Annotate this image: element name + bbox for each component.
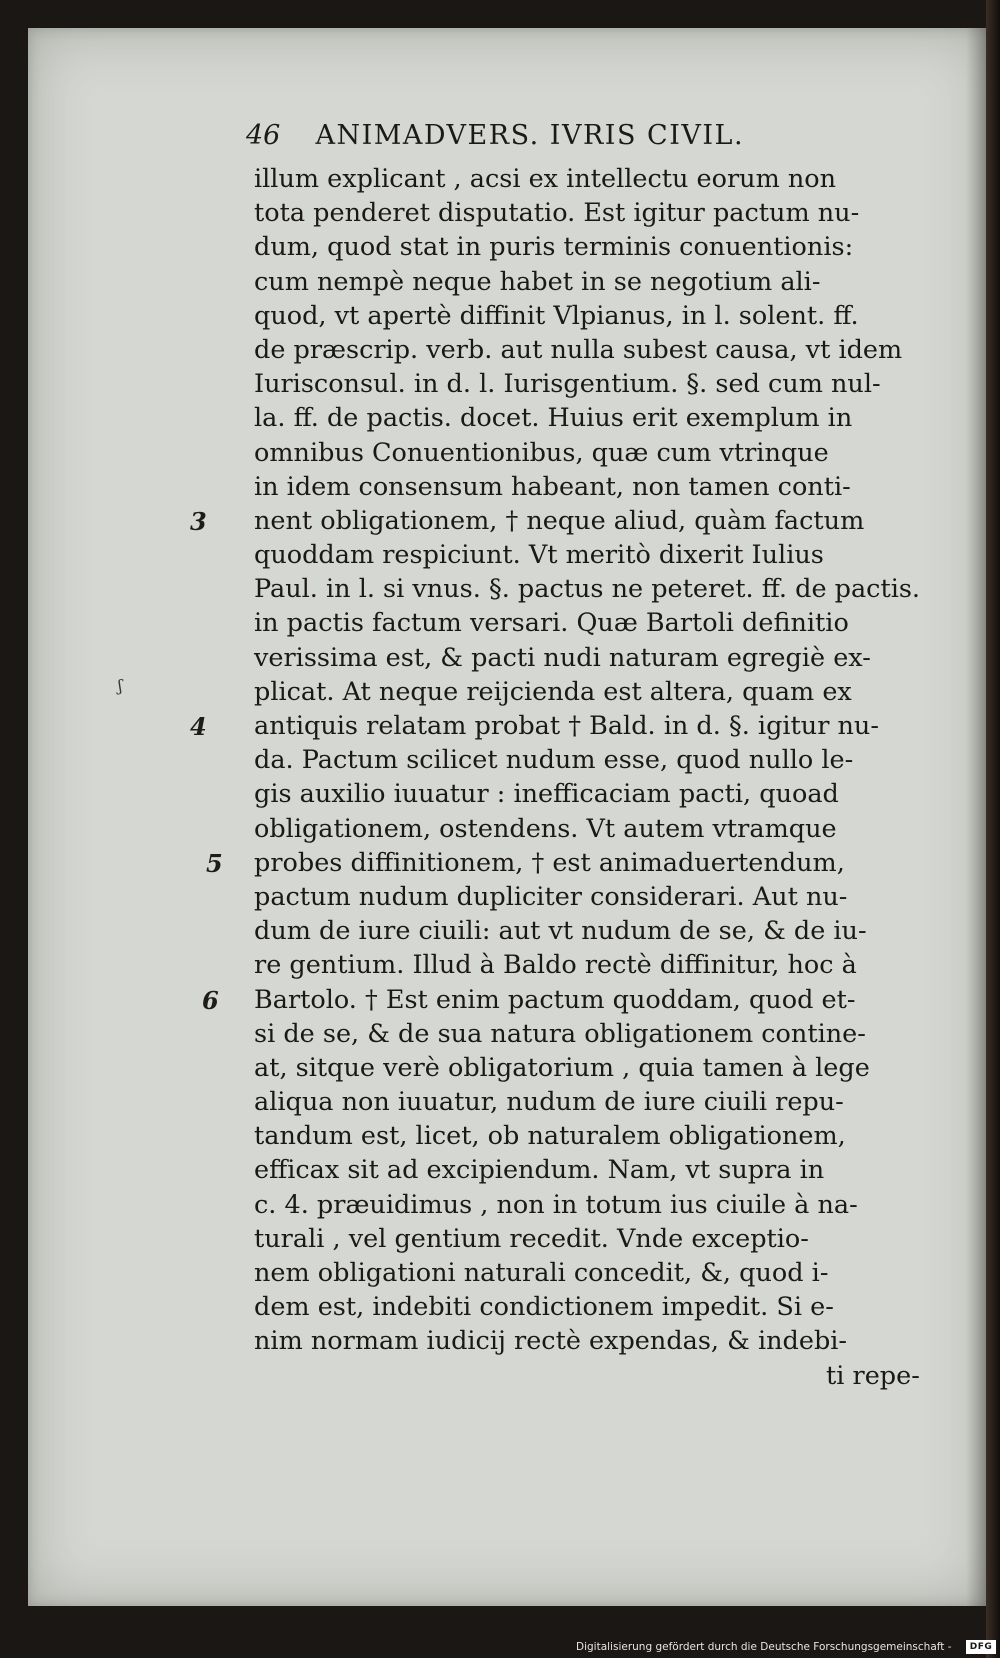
margin-note-number: 6	[202, 986, 219, 1015]
margin-note-number: 5	[206, 849, 223, 878]
text-line: aliqua non iuuatur, nudum de iure ciuili repu-	[254, 1087, 844, 1118]
text-line: probes diffinitionem, † est animaduertendum,	[254, 847, 845, 878]
running-head-title: ANIMADVERS. IVRIS CIVIL.	[315, 120, 745, 151]
text-line: de præscrip. verb. aut nulla subest causa, vt idem	[254, 334, 903, 365]
margin-note-number: 3	[190, 507, 207, 536]
text-line: dum, quod stat in puris terminis conuentionis:	[254, 232, 854, 263]
text-line: quoddam respiciunt. Vt meritò dixerit Iulius	[254, 540, 824, 571]
digitization-credit: Digitalisierung gefördert durch die Deutsche Forschungsgemeinschaft -	[576, 1641, 952, 1653]
body-text	[254, 162, 934, 1393]
text-line: in pactis factum versari. Quæ Bartoli definitio	[254, 608, 849, 639]
text-line: la. ff. de pactis. docet. Huius erit exemplum in	[254, 403, 853, 434]
text-line: tota penderet disputatio. Est igitur pactum nu-	[254, 198, 860, 229]
text-line: plicat. At neque reijcienda est altera, quam ex	[254, 676, 852, 707]
page-number: 46	[246, 120, 281, 151]
margin-note-number: 4	[190, 712, 207, 741]
text-line: Paul. in l. si vnus. §. pactus ne peteret. ff. de pactis.	[254, 574, 921, 605]
catchword-line: ti repe-	[826, 1360, 920, 1391]
text-line: nim normam iudicij rectè expendas, & indebi-	[254, 1326, 848, 1357]
text-line: dum de iure ciuili: aut vt nudum de se, & de iu-	[254, 916, 867, 947]
text-line: obligationem, ostendens. Vt autem vtramque	[254, 813, 837, 844]
dfg-logo: DFG	[966, 1640, 996, 1654]
text-line: quod, vt apertè diffinit Vlpianus, in l. solent. ff.	[254, 300, 859, 331]
book-spine-edge	[986, 0, 1000, 1658]
text-line: dem est, indebiti condictionem impedit. Si e-	[254, 1292, 834, 1323]
text-line: in idem consensum habeant, non tamen conti-	[254, 471, 851, 502]
text-line: si de se, & de sua natura obligationem contine-	[254, 1018, 866, 1049]
text-line: tandum est, licet, ob naturalem obligationem,	[254, 1121, 846, 1152]
text-line: nent obligationem, † neque aliud, quàm factum	[254, 505, 865, 536]
running-header	[246, 120, 886, 160]
ink-speck: ʃ	[118, 676, 123, 695]
text-line: cum nempè neque habet in se negotium ali-	[254, 266, 821, 297]
text-line: c. 4. præuidimus , non in totum ius ciuile à na-	[254, 1189, 858, 1220]
text-line: gis auxilio iuuatur : inefficaciam pacti, quoad	[254, 779, 839, 810]
text-line: efficax sit ad excipiendum. Nam, vt supra in	[254, 1155, 825, 1186]
text-line: pactum nudum dupliciter considerari. Aut nu-	[254, 881, 848, 912]
text-line: Bartolo. † Est enim pactum quoddam, quod et-	[254, 984, 856, 1015]
text-line: antiquis relatam probat † Bald. in d. §. igitur nu-	[254, 711, 879, 741]
text-line: Iurisconsul. in d. l. Iurisgentium. §. sed cum nul-	[254, 369, 881, 400]
text-line: nem obligationi naturali concedit, &, quod i-	[254, 1258, 829, 1288]
text-line: re gentium. Illud à Baldo rectè diffinitur, hoc à	[254, 950, 857, 981]
text-line: illum explicant , acsi ex intellectu eorum non	[254, 164, 837, 194]
text-line: turali , vel gentium recedit. Vnde exceptio-	[254, 1223, 809, 1254]
text-line: omnibus Conuentionibus, quæ cum vtrinque	[254, 437, 829, 468]
text-line: da. Pactum scilicet nudum esse, quod nullo le-	[254, 745, 854, 776]
text-line: at, sitque verè obligatorium , quia tamen à lege	[254, 1052, 870, 1083]
text-line: verissima est, & pacti nudi naturam egregiè ex-	[254, 642, 871, 673]
